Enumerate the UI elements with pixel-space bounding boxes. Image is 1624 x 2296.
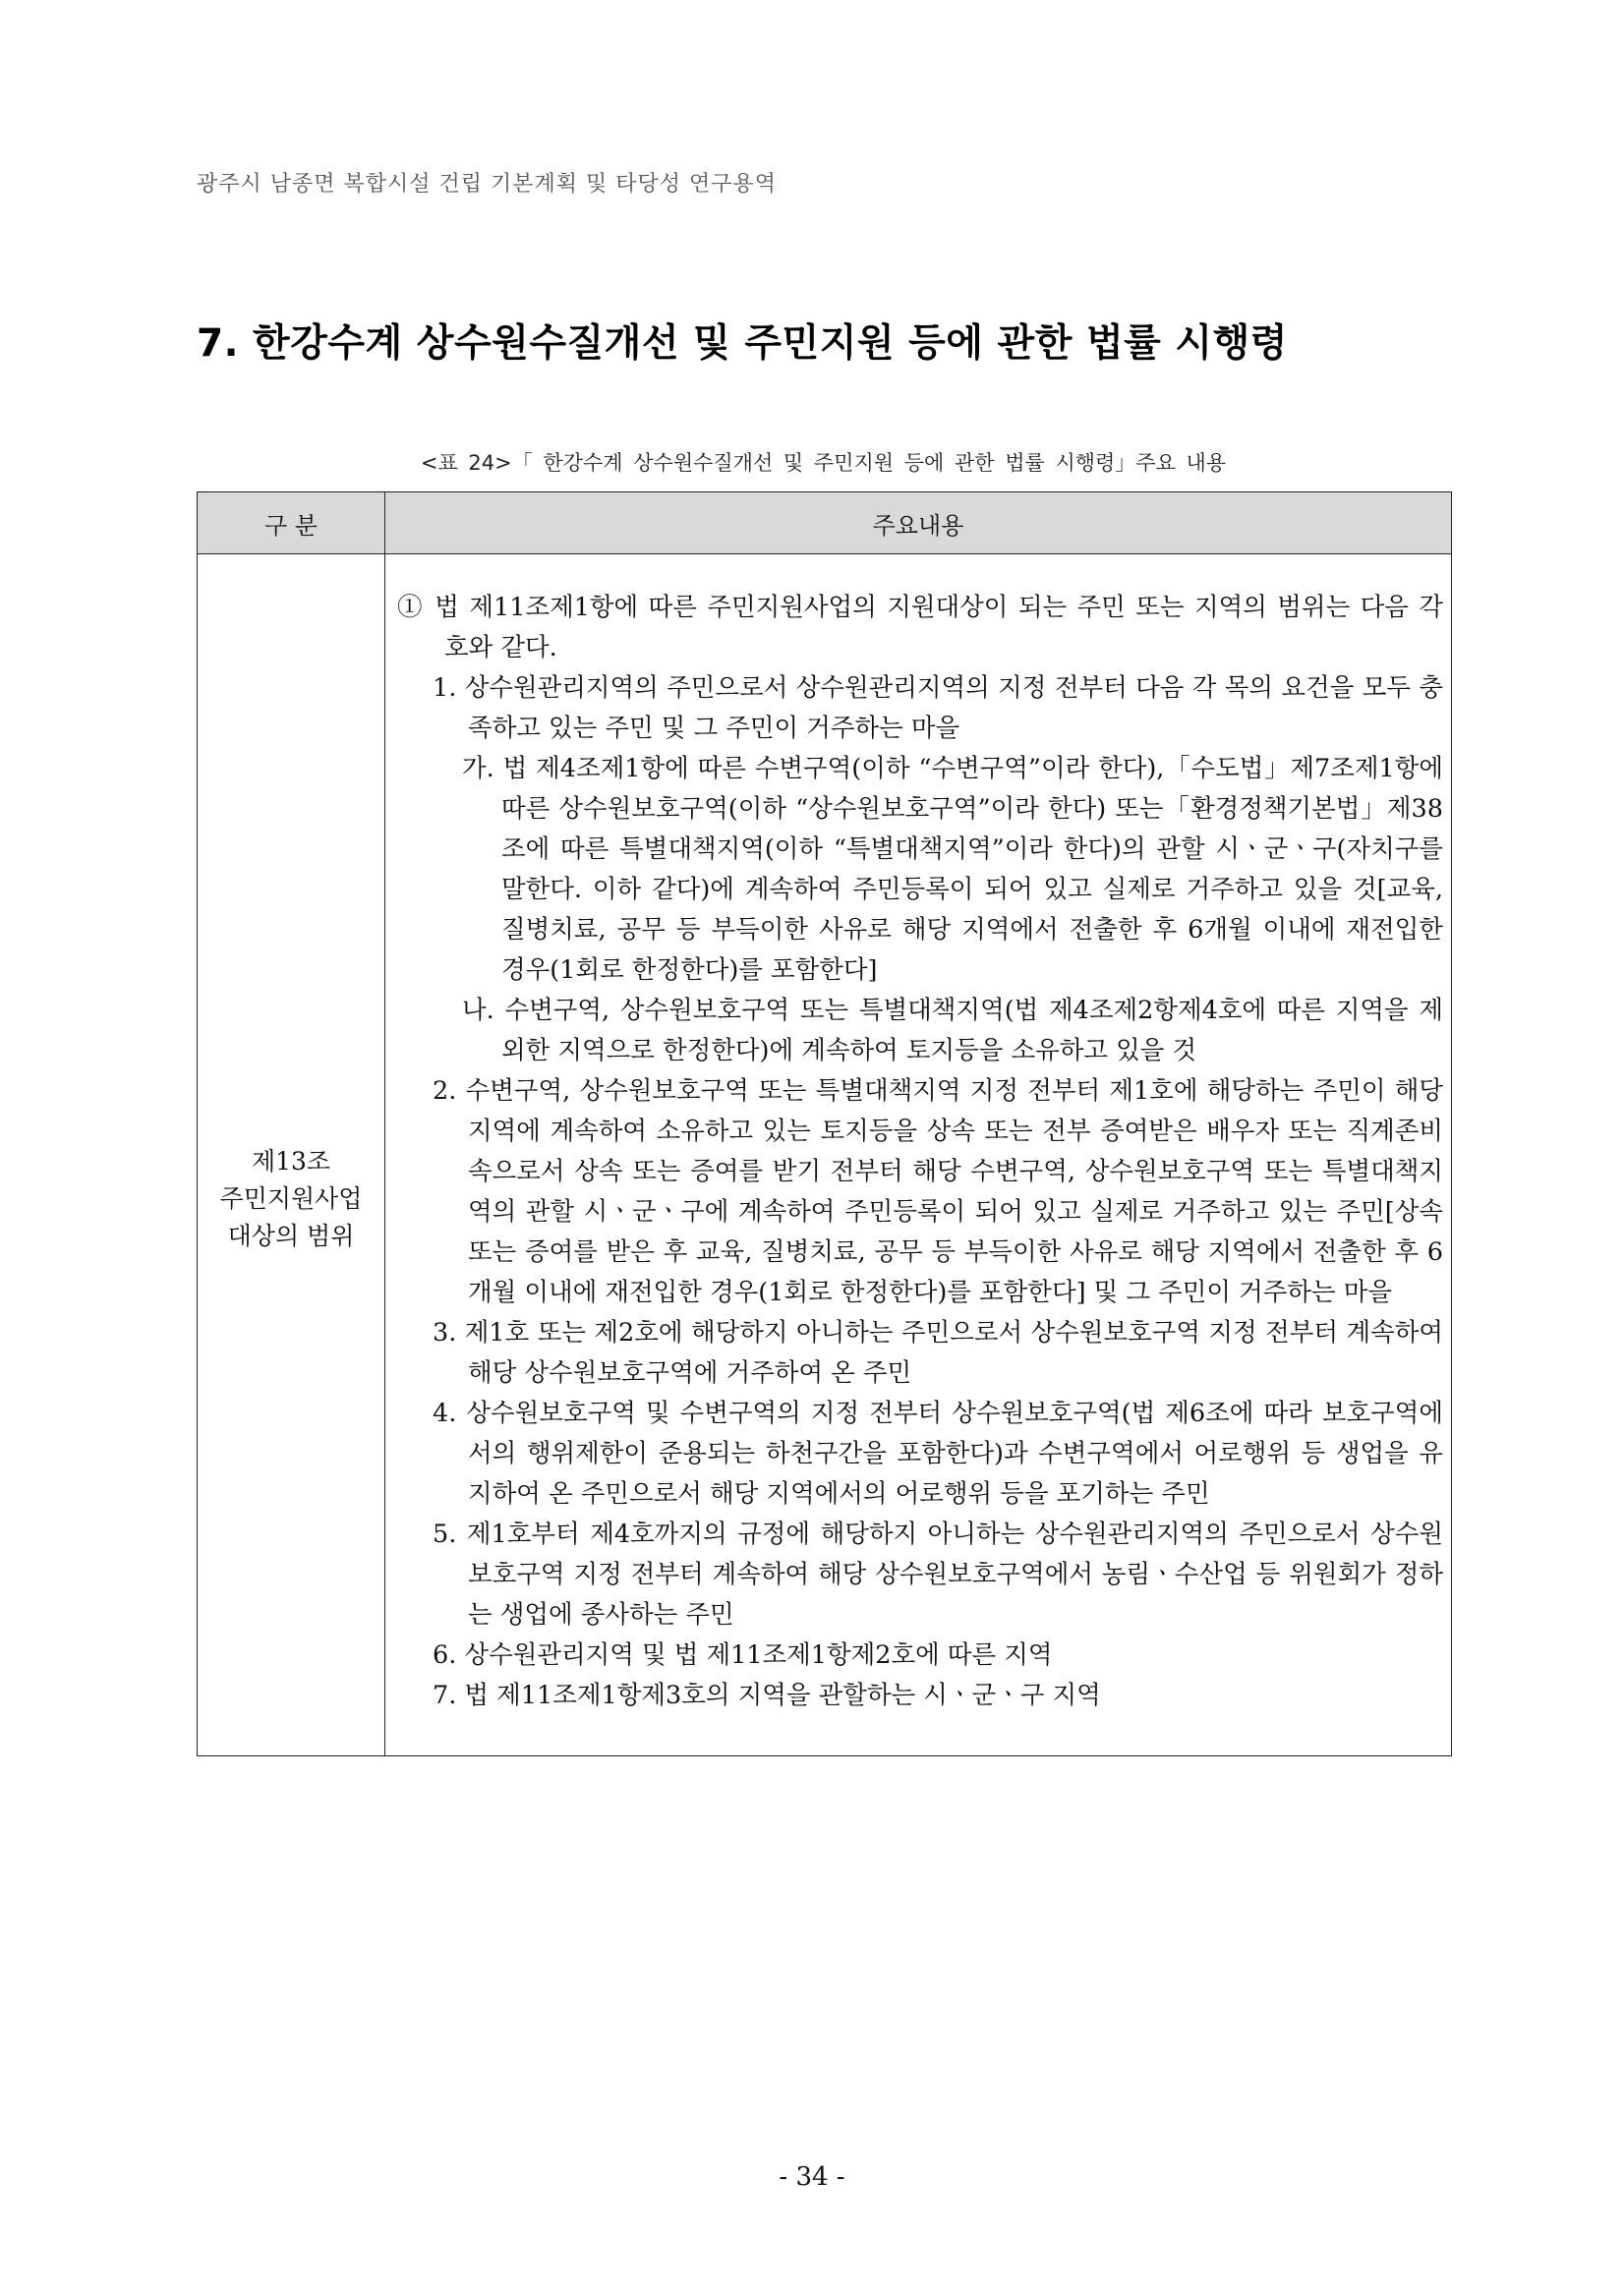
table-caption: <표 24>「 한강수계 상수원수질개선 및 주민지원 등에 관한 법률 시행령」주요 내용 [420,451,1227,475]
regulation-table [197,491,1452,1756]
clause-item: 1. 상수원관리지역의 주민으로서 상수원관리지역의 지정 전부터 다음 각 목의 요건을 모두 충족하고 있는 주민 및 그 주민이 거주하는 마을 [433,673,1443,743]
section-title: 7. 한강수계 상수원수질개선 및 주민지원 등에 관한 법률 시행령 [197,321,1288,366]
clause-item: 2. 수변구역, 상수원보호구역 또는 특별대책지역 지정 전부터 제1호에 해당하는 주민이 해당 지역에 계속하여 소유하고 있는 토지등을 상속 또는 전부 증여받은 배우자 또는 직계존비속으로서 상속 또는 증여를 받기 전부터 해당 수변구역, 상수원보호구역 또는 특별대책지역의 관할 시ㆍ군ㆍ구에 계속하여 주민등록이 되어 있고 실제로 거주하고 있는 주민[상속 또는 증여를 받은 후 교육, 질병치료, 공무 등 부득이한 사유로 해당 지역에서 전출한 후 6개월 이내에 재전입한 경우(1회로 한정한다)를 포함한다] 및 그 주민이 거주하는 마을 [433,1076,1443,1307]
clause-item: 3. 제1호 또는 제2호에 해당하지 아니하는 주민으로서 상수원보호구역 지정 전부터 계속하여 해당 상수원보호구역에 거주하여 온 주민 [433,1318,1443,1388]
clause-item: 가. 법 제4조제1항에 따른 수변구역(이하 “수변구역”이라 한다),「수도법」제7조제1항에 따른 상수원보호구역(이하 “상수원보호구역”이라 한다) 또는「환경정책기본법」제38조에 따른 특별대책지역(이하 “특별대책지역”이라 한다)의 관할 시ㆍ군ㆍ구(자치구를 말한다. 이하 같다)에 계속하여 주민등록이 되어 있고 실제로 거주하고 있을 것[교육, 질병치료, 공무 등 부득이한 사유로 해당 지역에서 전출한 후 6개월 이내에 재전입한 경우(1회로 한정한다)를 포함한다] [462,754,1443,985]
header-content: 주요내용 [385,492,1452,554]
clause-item: 4. 상수원보호구역 및 수변구역의 지정 전부터 상수원보호구역(법 제6조에 따라 보호구역에서의 행위제한이 준용되는 하천구간을 포함한다)과 수변구역에서 어로행위 등 생업을 유지하여 온 주민으로서 해당 지역에서의 어로행위 등을 포기하는 주민 [433,1399,1443,1509]
clause-item: ① 법 제11조제1항에 따른 주민지원사업의 지원대상이 되는 주민 또는 지역의 범위는 다음 각 호와 같다. [397,593,1443,662]
header-category: 구 분 [198,492,385,554]
clause-item: 나. 수변구역, 상수원보호구역 또는 특별대책지역(법 제4조제2항제4호에 따른 지역을 제외한 지역으로 한정한다)에 계속하여 토지등을 소유하고 있을 것 [462,996,1443,1065]
clause-item: 6. 상수원관리지역 및 법 제11조제1항제2호에 따른 지역 [433,1640,1053,1670]
table-header-row [198,492,1452,554]
content-cell [385,554,1452,1756]
page-number: - 34 - [779,2162,845,2192]
table-row [198,554,1452,1756]
running-header: 광주시 남종면 복합시설 건립 기본계획 및 타당성 연구용역 [197,172,778,197]
clause-item: 5. 제1호부터 제4호까지의 규정에 해당하지 아니하는 상수원관리지역의 주민으로서 상수원보호구역 지정 전부터 계속하여 해당 상수원보호구역에서 농림ㆍ수산업 등 위원회가 정하는 생업에 종사하는 주민 [433,1520,1443,1630]
category-cell: 제13조 주민지원사업 대상의 범위 [198,554,385,1756]
clause-item: 7. 법 제11조제1항제3호의 지역을 관할하는 시ㆍ군ㆍ구 지역 [433,1681,1101,1710]
